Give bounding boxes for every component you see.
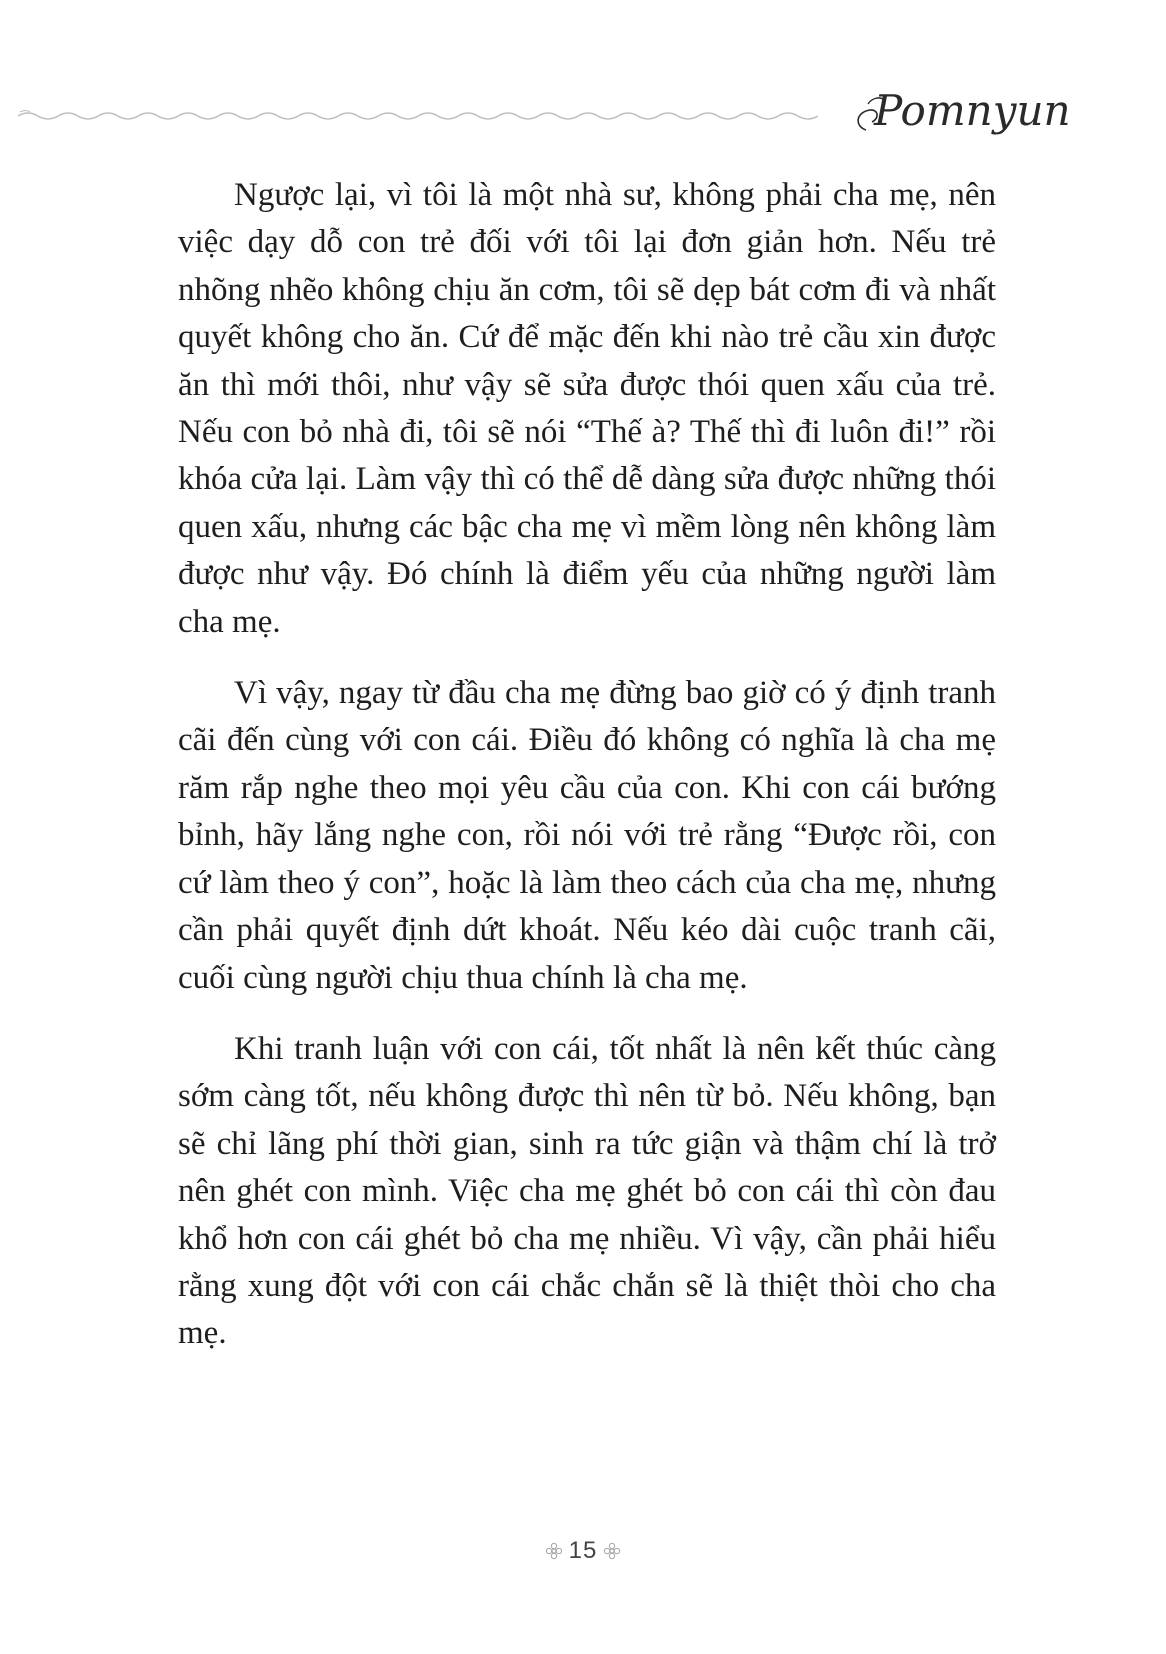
paragraph: Vì vậy, ngay từ đầu cha mẹ đừng bao giờ có ý định tranh cãi đến cùng với con cái. Điều đó không có nghĩa là cha mẹ răm rắp nghe theo mọi yêu cầu của con. Khi con cái bướng bỉnh, hãy lắng nghe con, rồi nói với trẻ rằng “Được rồi, con cứ làm theo ý con”, hoặc là làm theo cách của cha mẹ, nhưng cần phải quyết định dứt khoát. Nếu kéo dài cuộc tranh cãi, cuối cùng người chịu thua chính là cha mẹ.	[178, 675, 996, 996]
page-number-group	[545, 1537, 622, 1565]
wavy-divider-icon	[18, 106, 818, 126]
page-header	[0, 0, 1166, 160]
paragraph: Khi tranh luận với con cái, tốt nhất là nên kết thúc càng sớm càng tốt, nếu không được thì nên từ bỏ. Nếu không, bạn sẽ chỉ lãng phí thời gian, sinh ra tức giận và thậm chí là trở nên ghét con mình. Việc cha mẹ ghét bỏ con cái thì còn đau khổ hơn con cái ghét bỏ cha mẹ nhiều. Vì vậy, cần phải hiểu rằng xung đột với con cái chắc chắn sẽ là thiệt thòi cho cha mẹ.	[178, 1030, 996, 1352]
page-number: 15	[568, 1537, 598, 1564]
flower-ornament-icon	[545, 1542, 563, 1560]
body-text	[178, 172, 996, 1382]
brand-name: Pomnyun	[874, 86, 1071, 135]
page-footer	[0, 1537, 1166, 1577]
paragraph: Ngược lại, vì tôi là một nhà sư, không phải cha mẹ, nên việc dạy dỗ con trẻ đối với tôi lại đơn giản hơn. Nếu trẻ nhõng nhẽo không chịu ăn cơm, tôi sẽ dẹp bát cơm đi và nhất quyết không cho ăn. Cứ để mặc đến khi nào trẻ cầu xin được ăn thì mới thôi, như vậy sẽ sửa được thói quen xấu của trẻ. Nếu con bỏ nhà đi, tôi sẽ nói “Thế à? Thế thì đi luôn đi!” rồi khóa cửa lại. Làm vậy thì có thể dễ dàng sửa được những thói quen xấu, nhưng các bậc cha mẹ vì mềm lòng nên không làm được như vậy. Đó chính là điểm yếu của những người làm cha mẹ.	[178, 177, 996, 640]
flower-ornament-icon	[603, 1542, 621, 1560]
